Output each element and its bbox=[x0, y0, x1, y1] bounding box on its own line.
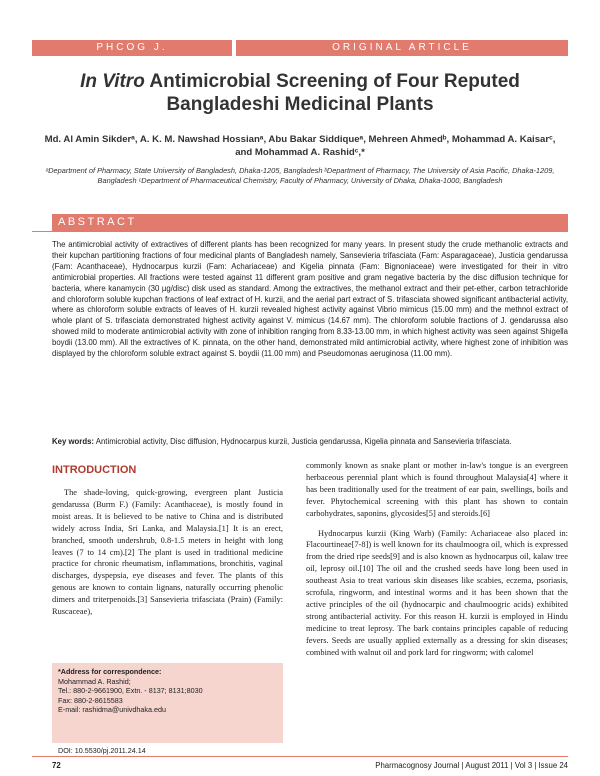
article-title bbox=[40, 70, 560, 116]
article-type: ORIGINAL ARTICLE bbox=[236, 40, 568, 56]
body-column-left bbox=[52, 487, 283, 626]
body-column-right bbox=[306, 460, 568, 667]
abstract-text: The antimicrobial activity of extractives of different plants has been recognized for many years. In present study the crude methanolic extracts and their kupchan partitioning fractions of four medicinal plants of Bangladesh namely, Sansevieria trifasciata (Fam: Asparagaceae), Justicia gendarussa (Fam: Acanthaceae), Hydnocarpus kurzii (Fam: Achariaceae) and Kigelia pinnata (Fam: Bignoniaceae) were investigated for their in vitro antimicrobial properties. All fractions were tested against 11 different gram positive and gram negative bacteria by the disc diffusion technique for bacteria, where kanamycin (30 µg/disc) disk used as standard. Among the extractives, the methanol extract and their pet-ether, carbon tetrachloride and chloroform soluble kupchan fractions of leaf extract of H. kurzii, and the aerial part extract of S. trifasciata showed significant antibacterial activity, where as chloroform soluble extracts of leaves of H. kurzii revealed highest activity against Vibrio mimicus (15.00 mm) and the methnol extract of whole plant of S. trifasciata demonstrated highest activity against V. mimicus (14.67 mm). The chloroform soluble fractions of J. gendarussa also showed mild to moderate antimicrobial activity with zone of inhibition ranging from 8.33-13.00 mm, in which highest activity was seen against Shigella boydii (13.00 mm). All the extractives of K. pinnata, on the other hand, demonstrated mild antimicrobial activity, where highest zone of inhibition was displayed by the chloroform soluble extract against S. boydii (11.00 mm) and Pseudomonas aeruginosa (11.00 mm). bbox=[52, 240, 568, 359]
abstract-heading: ABSTRACT bbox=[52, 214, 568, 231]
page-number: 72 bbox=[52, 761, 61, 770]
authors: Md. Al Amin Sikderᵃ, A. K. M. Nawshad Hossianᵃ, Abu Bakar Siddiqueᵃ, Mehreen Ahmedᵇ, Mohammad A. Kaisarᶜ, and Mohammad A. Rashidᶜ,* bbox=[44, 134, 556, 158]
title-rest: Antimicrobial Screening of Four Reputed Bangladeshi Medicinal Plants bbox=[144, 71, 520, 115]
footer-rule bbox=[32, 756, 568, 757]
title-italic: In Vitro bbox=[80, 71, 145, 92]
journal-header-bar bbox=[32, 40, 568, 56]
paragraph: Hydnocarpus kurzii (King Warb) (Family: Achariaceae also placed in: Flacourtineae[7-8]) is well known for its chaulmoogra oil, which is expressed from the dried ripe seeds[9] and is also known as hydnocarpus oil, kalaw tree oil, leprosy oil.[10] The oil and the crushed seeds have long been used in southeast Asia to treat various skin diseases like scabies, eczema, psoriasis, scrofula, ringworm, and intestinal worms and it has been shown that the active principles of the oil (hydnocarpic and chaulmoogric acids) exhibited strong antibacterial activity. For this reason H. kurzii is employed in Hindu medicine to treat leprosy. The bark contains principles capable of reducing fevers. Seeds are usually applied externally as a dressing for skin diseases; combined with walnut oil and pork lard for ringworm; with calomel bbox=[306, 528, 568, 657]
affiliations: ᵃDepartment of Pharmacy, State University of Bangladesh, Dhaka-1205, Bangladesh ᵇDepartment of Pharmacy, The University of Asia Pacific, Dhaka-1209, Bangladesh ᶜDepartment of Pharmaceutical Chemistry, Faculty of Pharmacy, University of Dhaka, Dhaka-1000, Bangladesh bbox=[45, 166, 555, 185]
correspondence-name: Mohammad A. Rashid; bbox=[58, 676, 131, 686]
abstract-rule bbox=[32, 231, 568, 232]
correspondence-box bbox=[52, 663, 283, 743]
keywords bbox=[52, 437, 568, 448]
journal-citation: Pharmacognosy Journal | August 2011 | Vol 3 | Issue 24 bbox=[375, 761, 568, 770]
correspondence-tel: Tel.: 880-2-9661900, Extn. - 8137; 8131;8030 bbox=[58, 686, 203, 696]
paragraph: The shade-loving, quick-growing, evergreen plant Justicia gendarussa (Burm F.) (Family: Acanthaceae), is mostly found in moist areas. It is believed to be native to China and is distributed widely across India, Sri Lanka, and Malaysia.[1] It is an erect, branched, smooth undershrub, 0.8-1.5 meters in height with long leaves (7 to 14 cm).[2] The plant is used in traditional medicine practice for chronic rheumatism, inflammations, bronchitis, vaginal discharges, dyspepsia, eye diseases and fever. The plants of this genous are known to contain lignans, naturally occurring phenolic dimers and triterpenoids.[3] Sansevieria trifasciata (Prain) (Family: Ruscaceae), bbox=[52, 488, 283, 617]
journal-name: PHCOG J. bbox=[32, 40, 232, 56]
keywords-list: Antimicrobial activity, Disc diffusion, Hydnocarpus kurzii, Justicia gendarussa, Kigelia pinnata and Sansevieria trifasciata. bbox=[94, 437, 512, 446]
correspondence-fax: Fax: 880-2-8615583 bbox=[58, 695, 123, 705]
introduction-heading: INTRODUCTION bbox=[52, 464, 137, 476]
correspondence-heading: *Address for correspondence: bbox=[58, 667, 162, 676]
paragraph: commonly known as snake plant or mother in-law's tongue is an evergreen herbaceous perennial plant which is found throughout Malaysia[4] where it has been traditionally used for the treatment of ear pain, swellings, boils and fever. Phytochemical screening with this plant has shown to contain carbohydrates, saponins, glycosides[5] and steroids.[6] bbox=[306, 461, 568, 518]
doi: DOI: 10.5530/pj.2011.24.14 bbox=[58, 746, 146, 755]
keywords-label: Key words: bbox=[52, 437, 95, 446]
correspondence-email: E-mail: rashidma@univdhaka.edu bbox=[58, 705, 166, 715]
